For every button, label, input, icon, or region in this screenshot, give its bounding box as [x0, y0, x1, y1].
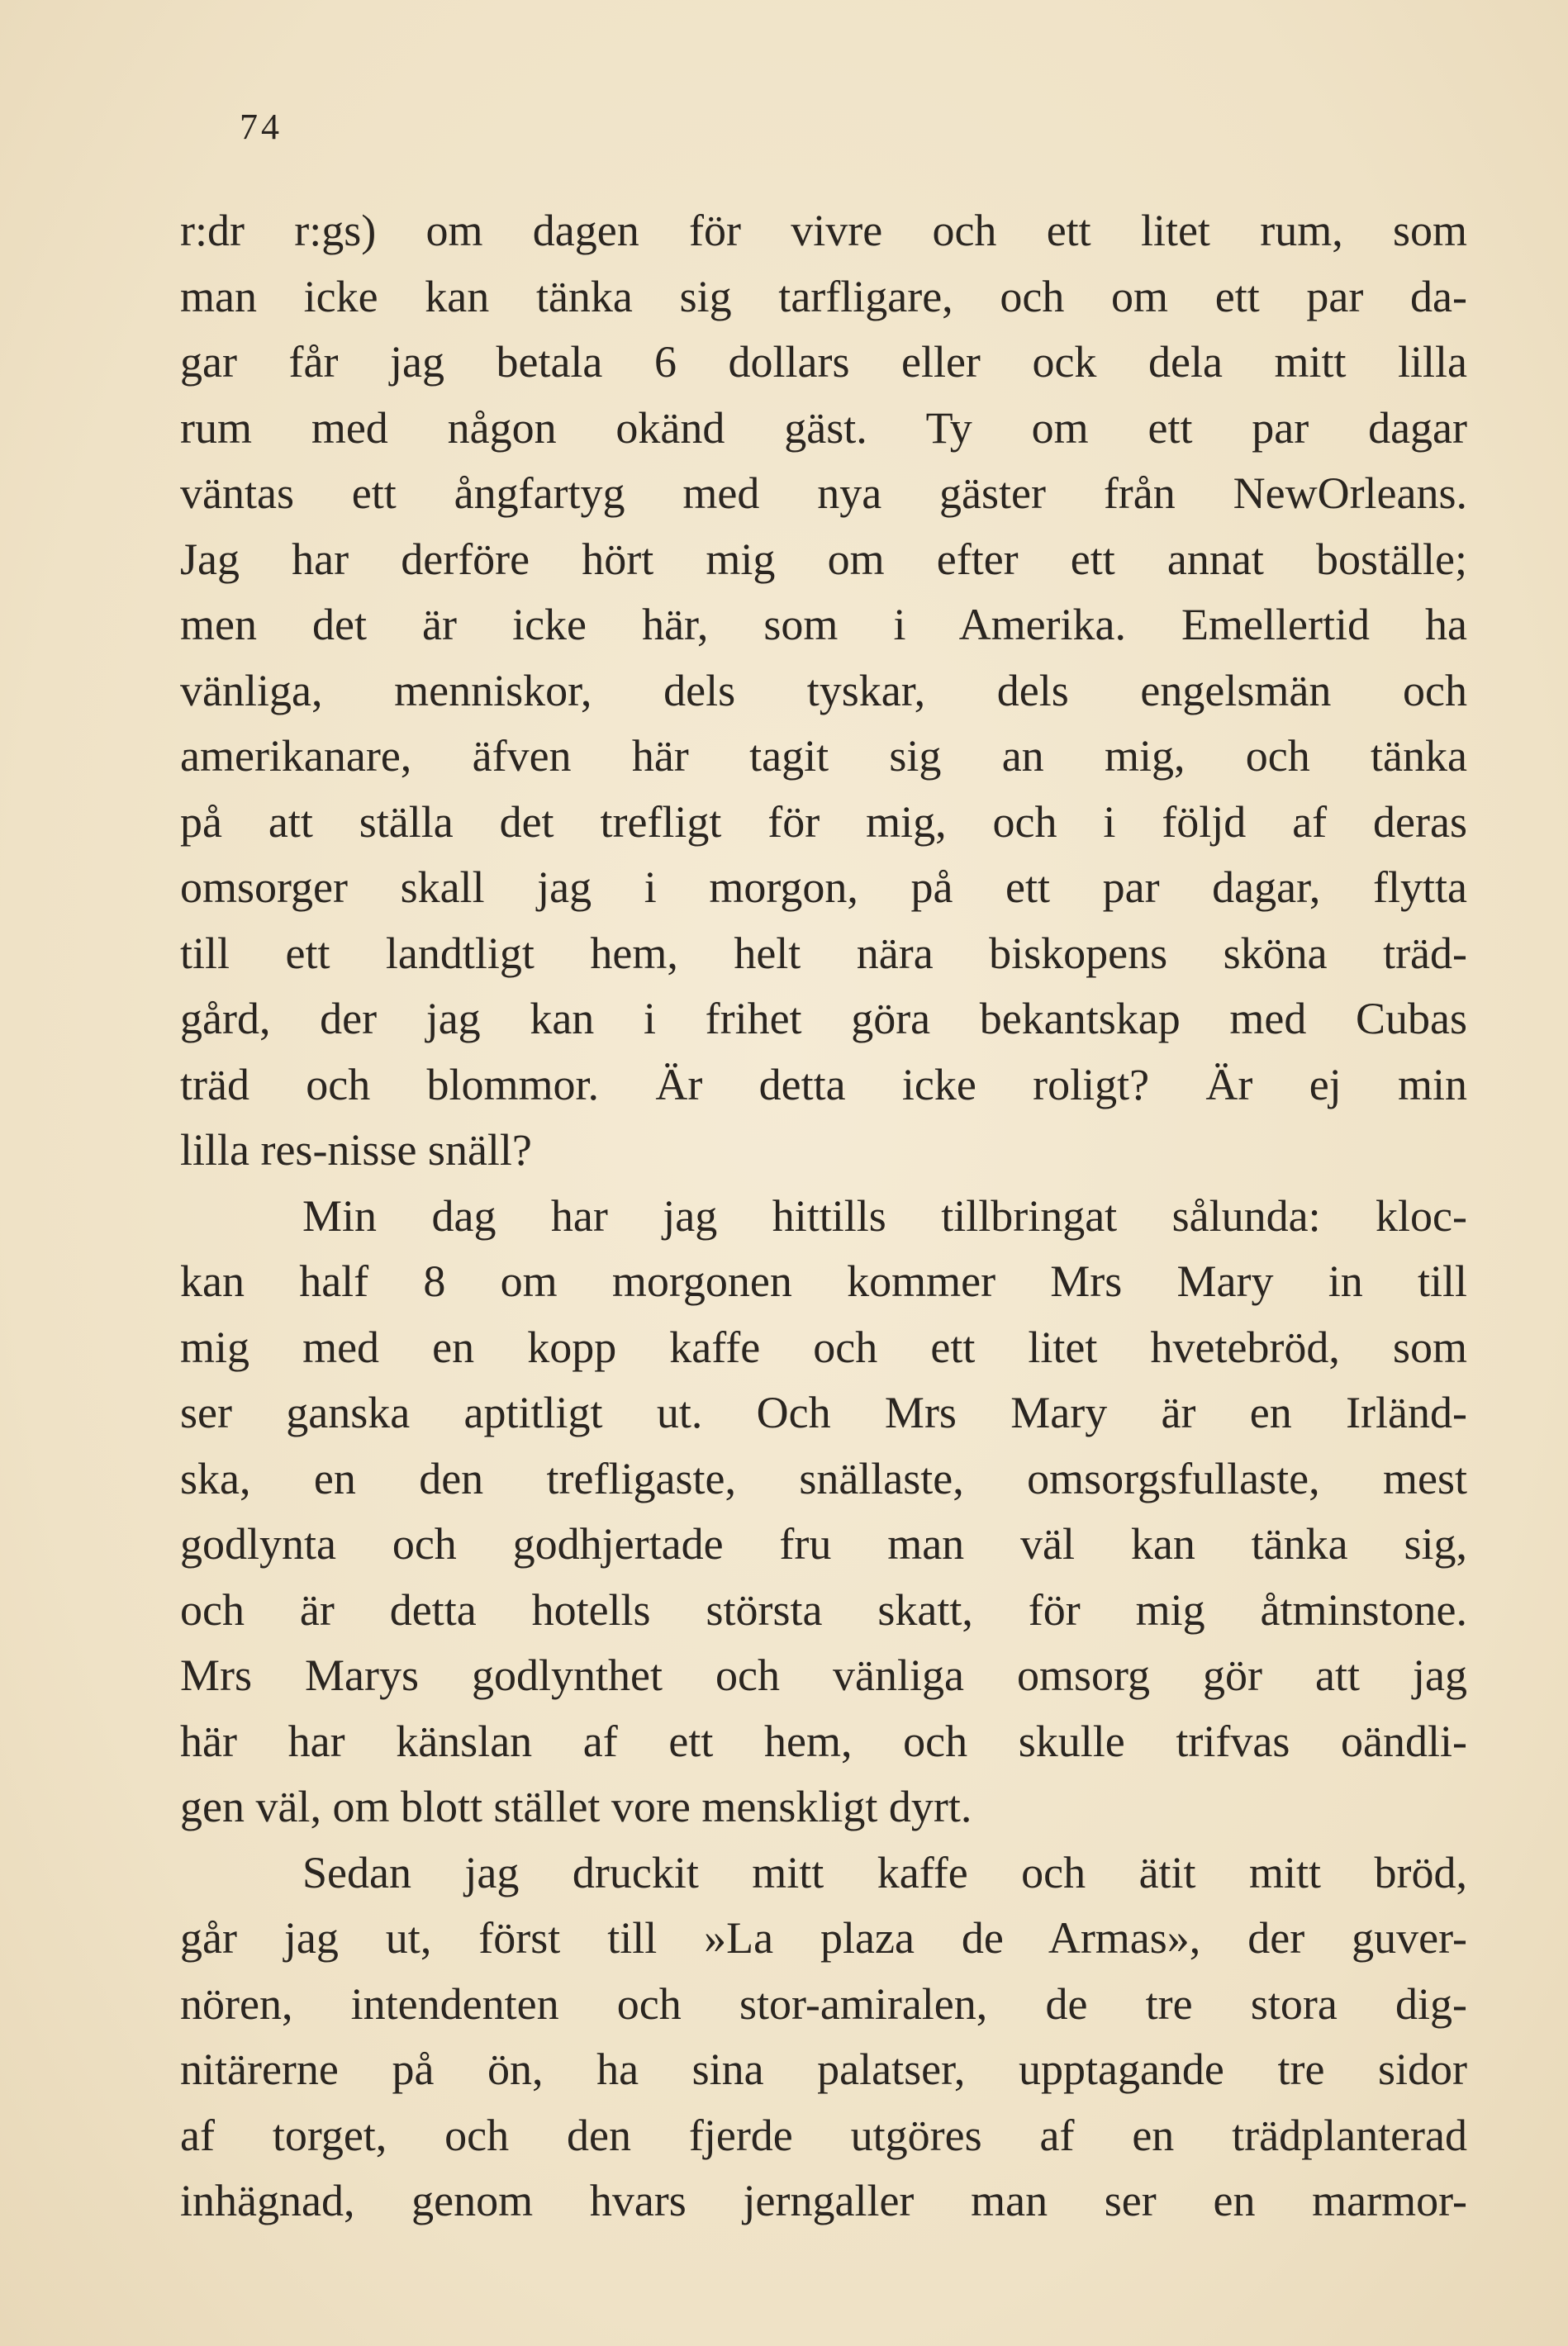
text-line: godlynta och godhjertade fru man väl kan tänka sig, — [180, 1519, 1467, 1569]
text-line: r:dr r:gs) om dagen för vivre och ett litet rum, som — [180, 206, 1467, 255]
text-line: inhägnad, genom hvars jerngaller man ser en marmor- — [180, 2176, 1467, 2225]
text-line: Sedan jag druckit mitt kaffe och ätit mitt bröd, — [302, 1847, 1467, 1897]
text-line: vänliga, menniskor, dels tyskar, dels engelsmän och — [180, 665, 1467, 715]
body-text — [180, 198, 1467, 2234]
text-line: på att ställa det trefligt för mig, och i följd af deras — [180, 796, 1467, 847]
text-line: gen väl, om blott stället vore menskligt dyrt. — [180, 1782, 972, 1831]
text-line: ska, en den trefligaste, snällaste, omsorgsfullaste, mest — [180, 1453, 1467, 1503]
page-number: 74 — [240, 107, 283, 147]
text-line: af torget, och den fjerde utgöres af en trädplanterad — [180, 2110, 1467, 2160]
text-line: gård, der jag kan i frihet göra bekantskap med Cubas — [180, 994, 1467, 1043]
text-line: och är detta hotells största skatt, för mig åtminstone. — [180, 1584, 1467, 1635]
text-line: ser ganska aptitligt ut. Och Mrs Mary är en Irländ- — [180, 1388, 1467, 1437]
text-line: rum med någon okänd gäst. Ty om ett par dagar — [180, 402, 1467, 453]
text-line: man icke kan tänka sig tarfligare, och om ett par da- — [180, 271, 1467, 321]
text-line: väntas ett ångfartyg med nya gäster från NewOrleans. — [180, 468, 1467, 518]
text-line: Min dag har jag hittills tillbringat sålunda: kloc- — [302, 1190, 1467, 1241]
text-line: omsorger skall jag i morgon, på ett par dagar, flytta — [180, 862, 1467, 912]
text-line: nitärerne på ön, ha sina palatser, upptagande tre sidor — [180, 2044, 1467, 2094]
text-line: kan half 8 om morgonen kommer Mrs Mary in till — [180, 1256, 1467, 1306]
text-line: nören, intendenten och stor-amiralen, de tre stora dig- — [180, 1978, 1467, 2029]
text-line: gar får jag betala 6 dollars eller ock dela mitt lilla — [180, 337, 1467, 387]
text-line: här har känslan af ett hem, och skulle trifvas oändli- — [180, 1716, 1467, 1766]
text-line: Jag har derföre hört mig om efter ett annat boställe; — [180, 534, 1467, 584]
text-line: Mrs Marys godlynthet och vänliga omsorg gör att jag — [180, 1650, 1467, 1700]
text-line: amerikanare, äfven här tagit sig an mig, och tänka — [180, 731, 1467, 781]
text-line: till ett landtligt hem, helt nära biskopens sköna träd- — [180, 928, 1467, 978]
text-line: träd och blommor. Är detta icke roligt? Är ej min — [180, 1059, 1467, 1109]
text-line: går jag ut, först till »La plaza de Armas», der guver- — [180, 1913, 1467, 1963]
text-line: lilla res-nisse snäll? — [180, 1125, 532, 1175]
text-line: mig med en kopp kaffe och ett litet hvetebröd, som — [180, 1322, 1467, 1372]
text-line: men det är icke här, som i Amerika. Emellertid ha — [180, 600, 1467, 649]
